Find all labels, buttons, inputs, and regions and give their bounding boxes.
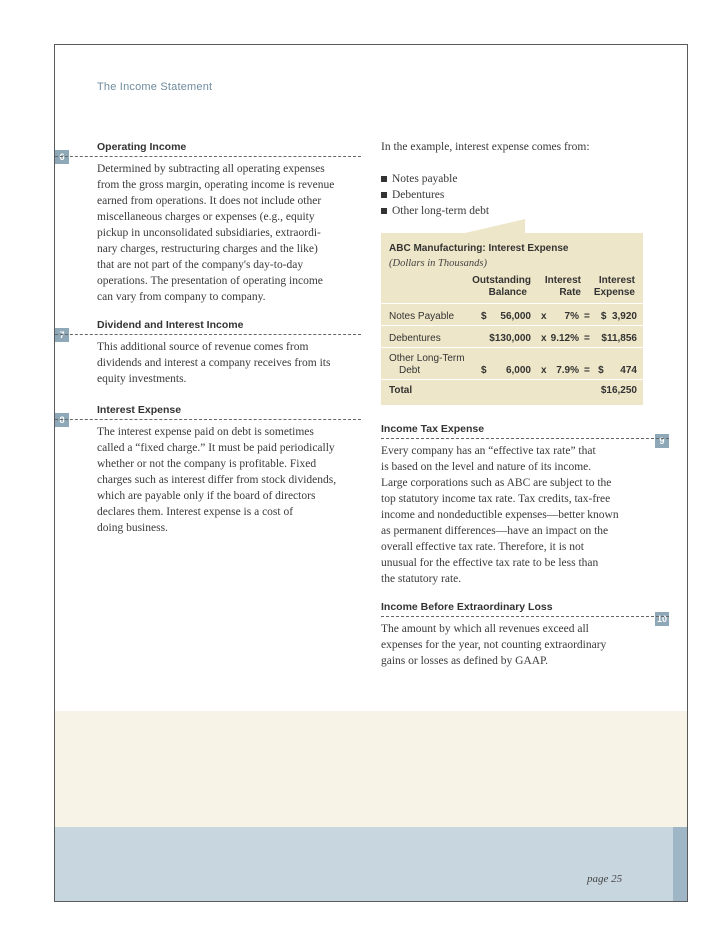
section-rule xyxy=(381,438,669,439)
text-line: The interest expense paid on debt is sometimes xyxy=(97,426,314,438)
section-body xyxy=(97,339,361,387)
row-label: Notes Payable xyxy=(389,311,455,322)
section-interest-expense xyxy=(97,404,365,536)
row-balance: 56,000 xyxy=(500,311,531,322)
text-line: declares them. Interest expense is a cost of xyxy=(97,506,294,518)
row-dollar: $ xyxy=(481,311,487,322)
section-title: Interest Expense xyxy=(97,404,182,416)
bullet-item: Notes payable xyxy=(381,171,489,187)
text-line: charges such as interest differ from stock dividends, xyxy=(97,474,337,486)
section-dividend-interest-income xyxy=(97,319,361,387)
table-subtitle: (Dollars in Thousands) xyxy=(389,258,488,269)
page-frame xyxy=(54,44,688,902)
text-line: earned from operations. It does not include other xyxy=(97,195,322,207)
header-balance-1: Outstanding xyxy=(472,275,531,286)
text-line: income and nondeductible expenses—better known xyxy=(381,509,619,521)
section-body xyxy=(381,621,651,669)
section-income-before-extraordinary-loss xyxy=(381,601,651,669)
section-rule xyxy=(55,419,361,420)
text-line: This additional source of revenue comes from xyxy=(97,341,309,353)
text-line: equity investments. xyxy=(97,373,187,385)
section-number-10: 10 xyxy=(656,614,667,624)
row-balance: 6,000 xyxy=(505,365,531,376)
row-label: Other Long-Term xyxy=(389,353,465,364)
footer-stripe xyxy=(673,827,687,901)
example-bullet-list xyxy=(381,171,489,219)
header-rate-2: Rate xyxy=(559,287,581,298)
text-line: is based on the level and nature of its income. xyxy=(381,461,592,473)
table-divider xyxy=(381,379,643,380)
section-body xyxy=(381,443,651,587)
row-label-continued: Debt xyxy=(399,365,421,376)
text-line: nary charges, restructuring charges and the like) xyxy=(97,243,318,255)
text-line: as permanent differences—have an impact on the xyxy=(381,525,609,537)
row-label: Debentures xyxy=(389,333,441,344)
text-line: whether or not the company is profitable. Fixed xyxy=(97,458,317,470)
section-title: Operating Income xyxy=(97,141,187,153)
table-title: ABC Manufacturing: Interest Expense xyxy=(389,243,569,254)
text-line: from the gross margin, operating income is revenue xyxy=(97,179,335,191)
section-rule xyxy=(381,616,669,617)
row-expense: $ 474 xyxy=(598,365,637,376)
row-rate: 7.9% xyxy=(556,365,579,376)
text-line: called a “fixed charge.” It must be paid periodically xyxy=(97,442,335,454)
row-times: x xyxy=(541,311,547,322)
row-balance: $130,000 xyxy=(489,333,531,344)
section-title: Dividend and Interest Income xyxy=(97,319,244,331)
table-divider xyxy=(381,347,643,348)
row-expense: $ 3,920 xyxy=(600,311,637,322)
text-line: can vary from company to company. xyxy=(97,291,266,303)
row-rate: 9.12% xyxy=(550,333,579,344)
row-times: x xyxy=(541,333,547,344)
row-times: x xyxy=(541,365,547,376)
section-number-7: 7 xyxy=(55,328,69,342)
text-line: The amount by which all revenues exceed all xyxy=(381,623,589,635)
row-equals: = xyxy=(584,333,590,344)
header-balance-2: Balance xyxy=(488,287,527,298)
text-line: which are payable only if the board of directors xyxy=(97,490,316,502)
total-label: Total xyxy=(389,385,413,396)
text-line: miscellaneous charges or expenses (e.g., equity xyxy=(97,211,315,223)
text-line: Determined by subtracting all operating expenses xyxy=(97,163,325,175)
text-line: Large corporations such as ABC are subject to the xyxy=(381,477,612,489)
row-dollar: $ xyxy=(481,365,487,376)
header-expense-2: Expense xyxy=(593,287,635,298)
text-line: the statutory rate. xyxy=(381,573,462,585)
text-line: overall effective tax rate. Therefore, it is not xyxy=(381,541,584,553)
section-income-tax-expense xyxy=(381,423,651,587)
interest-expense-table xyxy=(381,233,643,405)
section-title: Income Before Extraordinary Loss xyxy=(381,601,553,613)
text-line: operations. The presentation of operating income xyxy=(97,275,323,287)
text-line: doing business. xyxy=(97,522,168,534)
table-divider xyxy=(381,325,643,326)
text-line: dividends and interest a company receives from its xyxy=(97,357,331,369)
section-operating-income xyxy=(97,141,361,305)
text-line: that are not part of the company's day-to-day xyxy=(97,259,304,271)
example-intro: In the example, interest expense comes from: xyxy=(381,141,590,153)
section-rule xyxy=(55,334,361,335)
running-head: The Income Statement xyxy=(97,81,213,93)
footer-band xyxy=(55,827,687,901)
header-rate-1: Interest xyxy=(544,275,581,286)
table-divider xyxy=(381,303,643,304)
row-equals: = xyxy=(584,311,590,322)
bullet-item: Debentures xyxy=(381,187,489,203)
text-line: pickup in unconsolidated subsidiaries, extraordi- xyxy=(97,227,321,239)
row-rate: 7% xyxy=(564,311,579,322)
section-title: Income Tax Expense xyxy=(381,423,485,435)
callout-pointer xyxy=(465,219,525,233)
text-line: gains or losses as defined by GAAP. xyxy=(381,655,549,667)
section-rule xyxy=(55,156,361,157)
row-equals: = xyxy=(584,365,590,376)
section-number-9: 9 xyxy=(655,434,669,448)
page-number: page 25 xyxy=(587,873,623,885)
section-body xyxy=(97,161,361,305)
row-expense: $11,856 xyxy=(601,333,637,344)
text-line: Every company has an “effective tax rate” that xyxy=(381,445,596,457)
header-expense-1: Interest xyxy=(598,275,635,286)
text-line: expenses for the year, not counting extraordinary xyxy=(381,639,607,651)
section-body xyxy=(97,424,365,536)
section-number-6: 6 xyxy=(55,150,69,164)
text-line: unusual for the effective tax rate to be less than xyxy=(381,557,599,569)
total-value: $16,250 xyxy=(600,385,637,396)
bullet-item: Other long-term debt xyxy=(381,203,489,219)
text-line: top statutory income tax rate. Tax credits, tax-free xyxy=(381,493,611,505)
section-number-8: 8 xyxy=(55,413,69,427)
